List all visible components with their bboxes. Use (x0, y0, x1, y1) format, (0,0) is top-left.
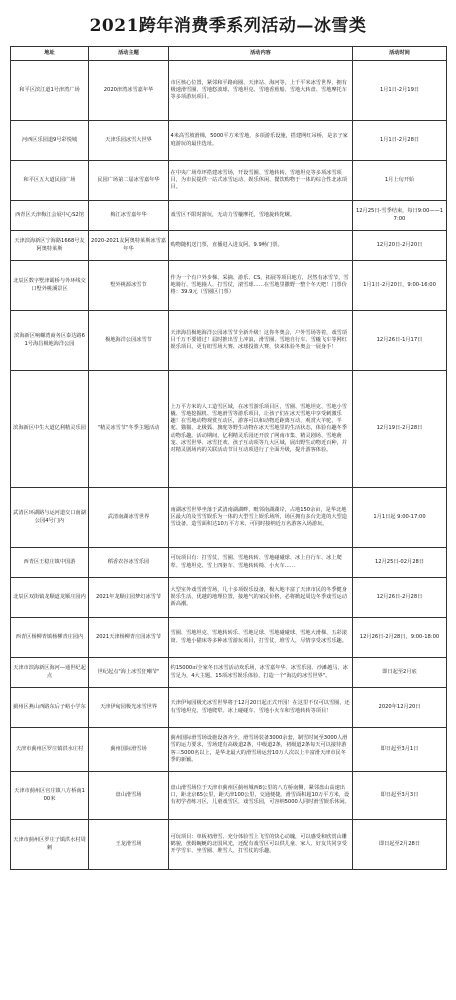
cell-address: 滨海新区中生大道亿利精灵乐园 (11, 371, 89, 488)
header-theme: 活动主题 (89, 47, 169, 61)
table-row (11, 261, 447, 311)
cell-address: 滨海新区响螺湾商务区泰达路61号海昌极地海洋公园 (11, 311, 89, 371)
cell-content: 盘山滑雪场位于天津市蓟州区蓟州城西8公里的八方桥南侧，紧邻盘山高速出口，距北京65公里，距天津100公里，交通便捷。滑雪面积超10万平方米，设有初学者练习区，儿童戏雪区，戏雪乐园，可容纳5000人同时滑雪娱乐休闲。 (169, 772, 353, 820)
cell-content: 天津海昌极地海洋公园冰雪节全新升级！这你冬奥会，户外雪场等着，戏雪项目千万不要错过！届时推出雪上冲浪、滑雪圈、雪地自行车、雪橇飞车等网红娱乐项目，更有纽雪场大赛、冰球投篮大赛，快来体验冬奥会一展身手！ (169, 311, 353, 371)
document-title: 2021跨年消费季系列活动—冰雪类 (89, 16, 367, 36)
cell-time: 即日起至3月1日 (353, 728, 447, 772)
table-row (11, 201, 447, 231)
cell-theme: 2020-2021友阿奥特莱斯冰雪嘉年华 (89, 231, 169, 261)
table-row (11, 61, 447, 121)
table-body (11, 61, 447, 870)
cell-theme: 2020津湾冰雪嘉年华 (89, 61, 169, 121)
cell-time: 1月上旬开始 (353, 161, 447, 201)
cell-theme: 盘山滑雪场 (89, 772, 169, 820)
cell-theme: 世纪起点"海上冰雪狂嘲节" (89, 658, 169, 688)
cell-address: 和平区滨江道1号津湾广场 (11, 61, 89, 121)
cell-time: 1月1日-2月19日 (353, 61, 447, 121)
cell-address: 蓟州区燕山西路东后子峪小学东 (11, 688, 89, 728)
header-time: 活动时间 (353, 47, 447, 61)
cell-theme: "精灵冰雪节"冬季主题活动 (89, 371, 169, 488)
cell-address: 天津市滨海新区海河—通世纪起点 (11, 658, 89, 688)
table-row (11, 728, 447, 772)
table-row (11, 488, 447, 548)
table-header-row (11, 47, 447, 61)
cell-time: 12月25日-雪季结束，每日9:00——17:00 (353, 201, 447, 231)
cell-content: 雪圈、雪地坦克、雪地转转乐、雪地足球、雪地碰碰球、雪地大滑梯、五彩滚筒、雪地小猫床等多种冰雪游玩项目，打雪仗，堆雪人，尽情享受冰雪乐趣。 (169, 618, 353, 658)
cell-time: 1月1日-2月28日 (353, 121, 447, 161)
cell-content: 可玩项目：单板初滑雪、充分体验雪上飞雪的快心动魄，可以感受和欣赏山雕鹤貌，蔗姆蜿蜒的北国风光，还配有戏雪区可以供儿童、家人、好友共同享受开学雪车、坐雪圈、堆雪人、打雪仗的乐趣。 (169, 820, 353, 870)
cell-address: 天津滨海新区宁海路1668号友阿奥特莱斯 (11, 231, 89, 261)
table-row (11, 311, 447, 371)
table-row (11, 820, 447, 870)
header-content: 活动内容 (169, 47, 353, 61)
cell-content: 大型室外戏雪滑雪场，几十多项娱乐设备，极大地丰富了天津市民的冬季健身娱乐生活，优越的地理位置，接地气的家民价格，必将掀起周边冬季戏雪运动新高潮。 (169, 578, 353, 618)
cell-time: 12月25日-02月28日 (353, 548, 447, 578)
cell-theme: 天津伊甸园极光冰雪世界 (89, 688, 169, 728)
cell-theme: 2021年龙顺庄园梦幻冰雪节 (89, 578, 169, 618)
cell-address: 天津市蓟州区罗庄镇洪水庄村 (11, 728, 89, 772)
cell-address: 天津市蓟州区官庄镇八方桥南100米 (11, 772, 89, 820)
cell-content: 蓟州国际滑雪场设施设备齐全，滑雪场装备3000余套，制雪时间至3000人滑雪的运力要求，雪场建有高级道2条，中级道2条，初级道2条每天可以接待游客三5000名以上，是华北最大的滑雪场运营10万人次以上丰富滑天津市民冬季的新颖。 (169, 728, 353, 772)
cell-time: 12月20日-2月20日 (353, 231, 447, 261)
cell-time: 12月26日-1月17日 (353, 311, 447, 371)
cell-content: 市区核心位置，紧邻和平路商圈、天津站、海河等，上千平米冰雪世界，拥有极速滑雪圈、雪地悠波球、雪地坦克、雪地香蕉船、雪地大转盘、雪地摩托车等多项游玩项目。 (169, 61, 353, 121)
cell-address: 北辰区双街镇龙顺道龙顺庄园内 (11, 578, 89, 618)
cell-address: 和平区五大道民园广场 (11, 161, 89, 201)
cell-content: 在中央广场草坪搭建冰雪场，开设雪圈、雪地转转、雪地坦克等多项冰雪项目，为市民提供一站式冰雪运动、娱乐休闲、餐饮购物于一体的综合性北冰项目。 (169, 161, 353, 201)
cell-content: 购物随机送门票，直播进入进友阿。9.9畅门票。 (169, 231, 353, 261)
cell-theme: 墅外桃源冰雪节 (89, 261, 169, 311)
cell-content: 上万平方米的人工造雪区域，在冰雪游乐项目区，雪圈、雪地坦克、雪地小雪橇、雪地挖掘机、雪地滑雪等游乐项目，让孩子们在冰天雪地中享受刺激乐趣！在雪地动物观赏互动区，游客可以和动物近距离互动，观赏大羊驼、羊驼、猫猫、北极狐、旗驼等野生动物在冰天雪地里的生活状态，体验有趣冬季动物乐趣。活动期间，亿利精灵乐园还开放了网南市集、精灵剧场、雪地萌宠、冰雪世界、冰雪狂欢、孩子互动项等九大区域，展出野生动物近百种，并对精灵剧场内的关联活动节目互动项进行了全面升级，提升游客体验。 (169, 371, 353, 488)
table-row (11, 548, 447, 578)
cell-time: 即日起至2月底 (353, 658, 447, 688)
table-row (11, 618, 447, 658)
cell-address: 西青区天津梅江会展中心S2馆 (11, 201, 89, 231)
cell-time: 即日起至3月3日 (353, 772, 447, 820)
cell-address: 河西区乐园道9号彩悦城 (11, 121, 89, 161)
cell-time: 即日起至2月28日 (353, 820, 447, 870)
table-row (11, 371, 447, 488)
table-row (11, 688, 447, 728)
table-row (11, 231, 447, 261)
cell-address: 西青区杨柳青镇杨柳青庄园内 (11, 618, 89, 658)
cell-content: 作为一个有户外步梯、采摘、游乐、CS、拓展等项目地方，居然有冰雪节，雪地骑行、雪地撞人、打雪仗，滚雪球……在雪地里撒野一整个冬天吧！门票价格：39.9元（雪圈区门票） (169, 261, 353, 311)
table-row (11, 658, 447, 688)
cell-theme: 王龙滑雪场 (89, 820, 169, 870)
cell-time: 2020年12月20日 (353, 688, 447, 728)
cell-time: 12月19日-2月28日 (353, 371, 447, 488)
table-row (11, 121, 447, 161)
cell-content: 戏雪区不限时游玩，无动力雪橇摩托，雪地旋转陀螺。 (169, 201, 353, 231)
cell-address: 武清区环湖路与运河道交口南湖公园4号门内 (11, 488, 89, 548)
cell-content: 南湖冰雪世界坐落于武清南湖湖畔，毗邻南湖湖岸，占地150余亩，是华北地区最大的及雪雪娱乐为一体的大型雪上娱乐场所，场区拥有多台先进的大型造雪设备，造雪面积达10万平方米，可同时接纳近万名游客入场游玩。 (169, 488, 353, 548)
cell-theme: 武清南湖冰雪世界 (89, 488, 169, 548)
cell-address: 西青区王稳庄镇中国游 (11, 548, 89, 578)
cell-theme: 稻香农谷冰雪乐园 (89, 548, 169, 578)
cell-theme: 蓟州国际滑雪场 (89, 728, 169, 772)
cell-time: 12月26日-2月28日，9:00-18:00 (353, 618, 447, 658)
cell-content: 天津伊甸园极光冰雪世界将于12月20日起正式开园！在这里不仅可以雪圈，还有雪地坦克、雪地爬犁、冰上碰碰车、雪地小火车和雪地转转等项目！ (169, 688, 353, 728)
cell-content: 约15000㎡全家冬日冰雪活动欢乐场，冰雪嘉年华、冰雪乐园、沙滩越马、冰雪足为，4大主题，15项冰雪娱乐体验，打造一个"海边的冰雪世界"。 (169, 658, 353, 688)
cell-address: 北辰区数字墅津霸桥与外环线交口墅外桃溪景区 (11, 261, 89, 311)
cell-theme: 2021天津杨柳青庄园冰雪节 (89, 618, 169, 658)
table-row (11, 578, 447, 618)
cell-content: 可玩项目有：打雪仗，雪圈、雪地转转、雪地碰碰球、冰上自行车、冰上爬犁、雪地坦克、雪上四驱车、雪地转转椅、小火车…… (169, 548, 353, 578)
cell-address: 天津市蓟州区罗庄子镇洪水村周刺 (11, 820, 89, 870)
table-row (11, 772, 447, 820)
cell-content: 4米高雪坡滑梯，5000平方米雪地，多项游乐设施，搭建网红吊桥，是亲子家庭游玩的最佳选址。 (169, 121, 353, 161)
cell-theme: 天津乐园冰雪大世界 (89, 121, 169, 161)
cell-time: 12月26日-2月28日 (353, 578, 447, 618)
header-address: 地址 (11, 47, 89, 61)
cell-time: 1月1日起 9:00-17:00 (353, 488, 447, 548)
cell-time: 1月1日-2月20日，9:00-16:00 (353, 261, 447, 311)
cell-theme: 梅江冰雪嘉年华 (89, 201, 169, 231)
table-row (11, 161, 447, 201)
cell-theme: 民园广场第二届冰雪嘉年华 (89, 161, 169, 201)
cell-theme: 极地海洋公园冰雪节 (89, 311, 169, 371)
activity-table (10, 46, 447, 870)
